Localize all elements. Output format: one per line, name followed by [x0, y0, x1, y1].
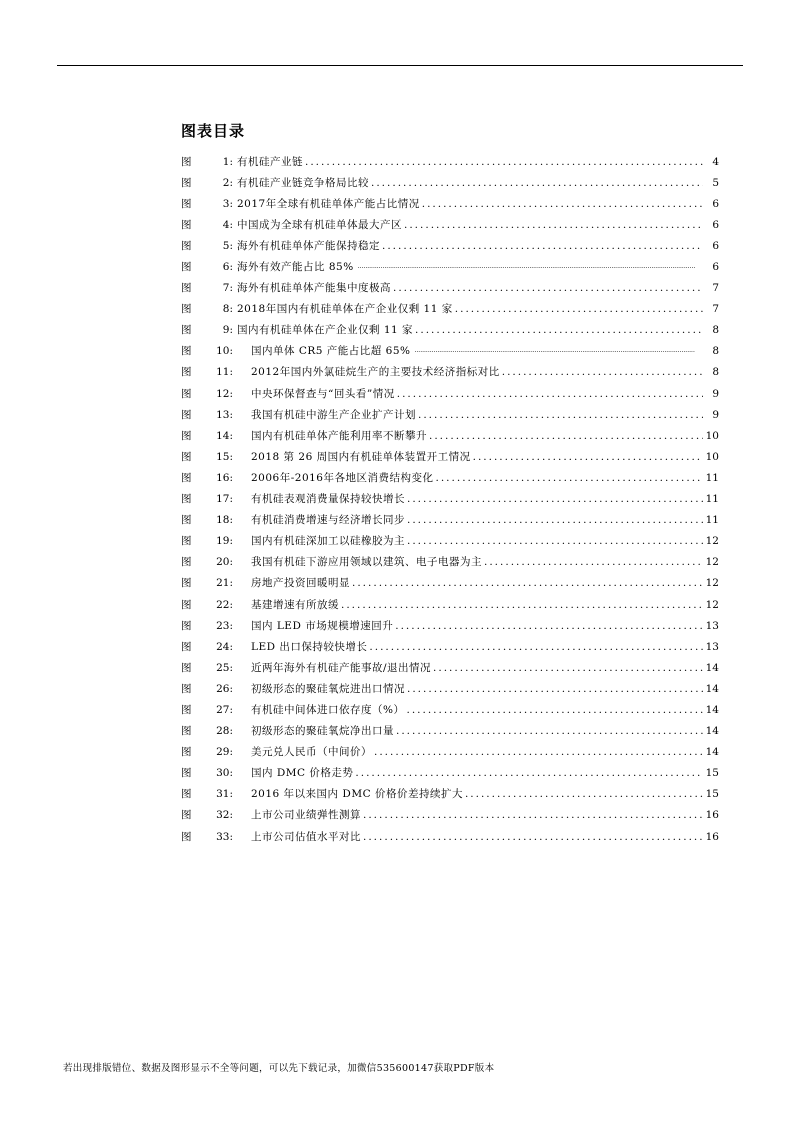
toc-entry-page[interactable]: 6: [712, 197, 719, 210]
toc-dot-leader: [374, 745, 703, 759]
toc-entry-number: 28:: [216, 725, 233, 738]
toc-entry-number: 22:: [216, 598, 233, 611]
toc-entry-number: 17:: [216, 493, 233, 506]
toc-entry[interactable]: [181, 657, 719, 678]
toc-entry-label: 图: [181, 661, 192, 674]
toc-entry-number: 31:: [216, 788, 233, 801]
toc-entry-number: 15:: [216, 450, 233, 463]
toc-entry-label: 图: [181, 493, 192, 506]
toc-entry-number: 3:: [222, 197, 233, 210]
toc-entry-line[interactable]: [237, 302, 719, 316]
toc-entry[interactable]: [181, 425, 719, 446]
toc-entry[interactable]: [181, 678, 719, 699]
toc-entry-page[interactable]: 15: [705, 788, 719, 801]
toc-entry[interactable]: [181, 172, 719, 193]
toc-entry-title[interactable]: 上市公司业绩弹性测算: [251, 809, 361, 822]
toc-entry-page[interactable]: 7: [712, 303, 719, 316]
toc-entry[interactable]: [181, 531, 719, 552]
toc-dot-leader: [341, 598, 703, 612]
toc-entry-label: 图: [181, 809, 192, 822]
toc-entry-page[interactable]: 13: [705, 640, 719, 653]
toc-entry[interactable]: [181, 320, 719, 341]
toc-entry[interactable]: [181, 784, 719, 805]
toc-entry[interactable]: [181, 446, 719, 467]
toc-entry-label: 图: [181, 746, 192, 759]
header-rule: [57, 65, 743, 66]
toc-entry-number: 33:: [216, 830, 233, 843]
toc-entry-label: 图: [181, 619, 192, 632]
toc-entry-page[interactable]: 16: [705, 830, 719, 843]
toc-entry-label: 图: [181, 535, 192, 548]
toc-dot-leader: [407, 534, 703, 548]
toc-entry[interactable]: [181, 362, 719, 383]
toc-entry[interactable]: [181, 699, 719, 720]
toc-dot-leader: [407, 682, 703, 696]
toc-dot-leader: [455, 302, 703, 316]
toc-entry[interactable]: [181, 383, 719, 404]
toc-entry-title[interactable]: 有机硅产业链竞争格局比较: [237, 176, 369, 189]
toc-entry-page[interactable]: 15: [705, 767, 719, 780]
toc-entry-label: 图: [181, 471, 192, 484]
toc-entry-line[interactable]: [251, 534, 719, 548]
toc-entry-title[interactable]: 有机硅中间体进口依存度（%）: [251, 703, 405, 716]
toc-entry-number: 1:: [222, 155, 233, 168]
toc-entry-number: 29:: [216, 746, 233, 759]
toc-entry-label: 图: [181, 345, 192, 358]
toc-entry-page[interactable]: 5: [712, 176, 719, 189]
toc-entry-title[interactable]: 海外有机硅单体产能保持稳定: [237, 239, 380, 252]
toc-entry-label: 图: [181, 788, 192, 801]
toc-entry-page[interactable]: 7: [712, 282, 719, 295]
toc-entry-page[interactable]: 8: [712, 345, 719, 358]
toc-entry-title[interactable]: 我国有机硅下游应用领域以建筑、电子电器为主: [251, 556, 482, 569]
toc-entry-title[interactable]: 初级形态的聚硅氧烷净出口量: [251, 725, 394, 738]
toc-entry[interactable]: [181, 256, 719, 277]
toc-entry-page[interactable]: 13: [705, 619, 719, 632]
toc-entry[interactable]: [181, 489, 719, 510]
toc-list: [181, 151, 719, 847]
toc-entry-title[interactable]: 房地产投资回暖明显: [251, 577, 350, 590]
toc-entry-title[interactable]: 2006年-2016年各地区消费结构变化: [251, 471, 434, 484]
toc-entry-line[interactable]: [251, 724, 719, 738]
toc-entry-label: 图: [181, 197, 192, 210]
toc-entry[interactable]: [181, 278, 719, 299]
toc-dot-leader: [382, 239, 703, 253]
toc-entry-title[interactable]: 国内 LED 市场规模增速回升: [251, 619, 394, 632]
toc-entry-label: 图: [181, 261, 192, 274]
toc-entry-label: 图: [181, 176, 192, 189]
toc-dot-leader: [371, 176, 703, 190]
toc-entry-page[interactable]: 11: [705, 514, 719, 527]
toc-dot-leader: [422, 197, 703, 211]
toc-entry-label: 图: [181, 450, 192, 463]
toc-dot-leader: [396, 724, 703, 738]
toc-entry-line[interactable]: [251, 766, 719, 780]
toc-entry-number: 32:: [216, 809, 233, 822]
toc-entry-line[interactable]: [251, 661, 719, 675]
toc-entry-title[interactable]: 2012年国内外氯硅烷生产的主要技术经济指标对比: [251, 366, 500, 379]
toc-dot-leader: [418, 408, 703, 422]
toc-entry-line[interactable]: [251, 703, 719, 717]
toc-dot-leader: [473, 450, 703, 464]
toc-entry-number: 24:: [216, 640, 233, 653]
toc-dot-leader: [363, 808, 703, 822]
toc-entry-title[interactable]: 美元兑人民币（中间价）: [251, 746, 372, 759]
toc-entry-title[interactable]: 国内有机硅单体产能利用率不断攀升: [251, 429, 427, 442]
toc-entry-page[interactable]: 10: [705, 429, 719, 442]
toc-entry-line[interactable]: [251, 492, 719, 506]
toc-entry-number: 10:: [216, 345, 233, 358]
toc-entry-page[interactable]: 6: [712, 218, 719, 231]
toc-entry-label: 图: [181, 725, 192, 738]
toc-entry[interactable]: [181, 552, 719, 573]
toc-entry[interactable]: [181, 594, 719, 615]
toc-entry-number: 26:: [216, 682, 233, 695]
toc-entry-number: 8:: [222, 303, 233, 316]
toc-entry-title[interactable]: 海外有效产能占比 85%: [237, 261, 354, 274]
toc-dot-leader: [406, 703, 703, 717]
toc-entry-line[interactable]: [251, 387, 719, 401]
toc-entry[interactable]: [181, 805, 719, 826]
toc-entry-title[interactable]: 有机硅消费增速与经济增长同步: [251, 514, 405, 527]
toc-dot-leader: [404, 218, 703, 232]
toc-entry-title[interactable]: 2018 第 26 周国内有机硅单体装置开工情况: [251, 450, 471, 463]
toc-entry-label: 图: [181, 282, 192, 295]
toc-entry-number: 19:: [216, 535, 233, 548]
toc-entry-page[interactable]: 16: [705, 809, 719, 822]
toc-entry-label: 图: [181, 239, 192, 252]
toc-entry[interactable]: [181, 151, 719, 172]
toc-entry-label: 图: [181, 767, 192, 780]
toc-entry-number: 21:: [216, 577, 233, 590]
toc-entry-page[interactable]: 14: [705, 703, 719, 716]
toc-entry[interactable]: [181, 404, 719, 425]
toc-entry[interactable]: [181, 193, 719, 214]
toc-entry-line[interactable]: [251, 555, 719, 569]
toc-entry-number: 25:: [216, 661, 233, 674]
toc-entry-line[interactable]: [251, 640, 719, 654]
toc-entry-page[interactable]: 6: [712, 239, 719, 252]
toc-entry-label: 图: [181, 366, 192, 379]
toc-entry[interactable]: [181, 467, 719, 488]
toc-title: 图表目录: [181, 122, 246, 140]
toc-dot-leader: [397, 387, 703, 401]
toc-dot-leader: [436, 471, 704, 485]
toc-entry-line[interactable]: [251, 513, 719, 527]
toc-entry-number: 30:: [216, 767, 233, 780]
toc-entry-line[interactable]: [251, 450, 719, 464]
toc-entry-line[interactable]: [251, 471, 719, 485]
toc-entry-title[interactable]: 初级形态的聚硅氧烷进出口情况: [251, 682, 405, 695]
toc-entry-line[interactable]: [237, 155, 719, 169]
toc-entry-title[interactable]: 基建增速有所放缓: [251, 598, 339, 611]
toc-entry-line[interactable]: [251, 365, 719, 379]
toc-dot-leader: [429, 429, 703, 443]
toc-entry-line[interactable]: [237, 281, 719, 295]
toc-entry-label: 图: [181, 514, 192, 527]
toc-entry[interactable]: [181, 742, 719, 763]
toc-entry-line[interactable]: [251, 576, 719, 590]
toc-entry-title[interactable]: 国内有机硅单体在产企业仅剩 11 家: [237, 324, 414, 337]
toc-entry-line[interactable]: [251, 619, 719, 633]
toc-entry-number: 27:: [216, 703, 233, 716]
toc-dot-leader: [363, 830, 703, 844]
toc-entry-title[interactable]: 国内 DMC 价格走势: [251, 767, 354, 780]
toc-entry-title[interactable]: 近两年海外有机硅产能事故/退出情况: [251, 661, 432, 674]
toc-dot-leader: [369, 640, 703, 654]
toc-dot-leader: [395, 619, 703, 633]
toc-entry-label: 图: [181, 598, 192, 611]
toc-entry-number: 14:: [216, 429, 233, 442]
toc-entry-title[interactable]: 国内有机硅深加工以硅橡胶为主: [251, 535, 405, 548]
toc-entry-line[interactable]: [251, 745, 719, 759]
toc-entry-number: 9:: [222, 324, 233, 337]
toc-entry-page[interactable]: 12: [705, 535, 719, 548]
toc-dot-leader: [465, 787, 703, 801]
toc-entry-line[interactable]: [251, 344, 719, 358]
toc-entry-number: 11:: [216, 366, 233, 379]
toc-entry-number: 5:: [222, 239, 233, 252]
toc-entry-line[interactable]: [251, 830, 719, 844]
toc-entry[interactable]: [181, 763, 719, 784]
toc-entry-line[interactable]: [237, 176, 719, 190]
toc-entry-number: 16:: [216, 471, 233, 484]
toc-entry-page[interactable]: 14: [705, 661, 719, 674]
toc-entry-label: 图: [181, 408, 192, 421]
toc-entry-number: 20:: [216, 556, 233, 569]
toc-entry-title[interactable]: 2017年全球有机硅单体产能占比情况: [237, 197, 420, 210]
toc-dot-leader: [393, 281, 703, 295]
toc-entry-number: 18:: [216, 514, 233, 527]
toc-entry-number: 2:: [222, 176, 233, 189]
toc-entry-page[interactable]: 8: [712, 366, 719, 379]
toc-entry-page[interactable]: 14: [705, 682, 719, 695]
toc-entry-page[interactable]: 14: [705, 725, 719, 738]
toc-entry-page[interactable]: 12: [705, 556, 719, 569]
toc-entry[interactable]: [181, 235, 719, 256]
toc-entry-number: 23:: [216, 619, 233, 632]
toc-entry-title[interactable]: 有机硅表观消费量保持较快增长: [251, 493, 405, 506]
toc-entry[interactable]: [181, 826, 719, 847]
toc-entry-page[interactable]: 11: [705, 493, 719, 506]
toc-dot-leader: [502, 365, 703, 379]
toc-entry-line[interactable]: [251, 429, 719, 443]
toc-entry-page[interactable]: 9: [712, 387, 719, 400]
toc-dot-leader: [352, 576, 703, 590]
toc-entry[interactable]: [181, 573, 719, 594]
toc-entry-label: 图: [181, 682, 192, 695]
toc-entry-line[interactable]: [251, 787, 719, 801]
toc-entry-label: 图: [181, 387, 192, 400]
toc-entry-line[interactable]: [251, 682, 719, 696]
toc-entry-title[interactable]: 2018年国内有机硅单体在产企业仅剩 11 家: [237, 303, 453, 316]
toc-entry[interactable]: [181, 721, 719, 742]
toc-entry[interactable]: [181, 341, 719, 362]
toc-entry-page[interactable]: 4: [712, 155, 719, 168]
toc-entry-label: 图: [181, 324, 192, 337]
toc-entry[interactable]: [181, 214, 719, 235]
toc-dot-leader: [305, 155, 703, 169]
toc-entry-page[interactable]: 9: [712, 408, 719, 421]
toc-entry-line[interactable]: [251, 408, 719, 422]
toc-entry-label: 图: [181, 155, 192, 168]
toc-entry-title[interactable]: 中国成为全球有机硅单体最大产区: [237, 218, 402, 231]
toc-dot-leader: [355, 766, 703, 780]
toc-entry-page[interactable]: 8: [712, 324, 719, 337]
toc-entry-line[interactable]: [237, 218, 719, 232]
toc-entry-label: 图: [181, 218, 192, 231]
toc-entry-label: 图: [181, 830, 192, 843]
toc-entry-page[interactable]: 14: [705, 746, 719, 759]
toc-entry[interactable]: [181, 636, 719, 657]
toc-entry-line[interactable]: [237, 239, 719, 253]
toc-entry-page[interactable]: 12: [705, 577, 719, 590]
toc-entry-title[interactable]: 海外有机硅单体产能集中度极高: [237, 282, 391, 295]
toc-dot-leader: [415, 323, 703, 337]
toc-entry-label: 图: [181, 303, 192, 316]
toc-entry-title[interactable]: 国内单体 CR5 产能占比超 65%: [251, 345, 411, 358]
toc-entry-label: 图: [181, 556, 192, 569]
toc-dot-leader: [358, 260, 695, 274]
toc-entry-title[interactable]: 我国有机硅中游生产企业扩产计划: [251, 408, 416, 421]
toc-entry-number: 12:: [216, 387, 233, 400]
toc-entry[interactable]: [181, 299, 719, 320]
toc-dot-leader: [484, 555, 703, 569]
toc-entry-page[interactable]: 10: [705, 450, 719, 463]
toc-entry-page[interactable]: 11: [705, 471, 719, 484]
footer-note: 若出现排版错位、数据及图形显示不全等问题，可以先下载记录，加微信535600147获取PDF版本: [63, 1063, 495, 1074]
toc-dot-leader: [407, 492, 703, 506]
toc-dot-leader: [433, 661, 703, 675]
toc-entry-number: 7:: [222, 282, 233, 295]
toc-dot-leader: [414, 344, 695, 358]
toc-entry-label: 图: [181, 703, 192, 716]
toc-entry-line[interactable]: [237, 323, 719, 337]
toc-entry[interactable]: [181, 615, 719, 636]
toc-entry-title[interactable]: 上市公司估值水平对比: [251, 830, 361, 843]
toc-entry-label: 图: [181, 429, 192, 442]
toc-entry-line[interactable]: [251, 808, 719, 822]
toc-entry-title[interactable]: 有机硅产业链: [237, 155, 303, 168]
toc-entry-number: 13:: [216, 408, 233, 421]
toc-entry-title[interactable]: LED 出口保持较快增长: [251, 640, 368, 653]
toc-entry[interactable]: [181, 510, 719, 531]
toc-entry-number: 4:: [222, 218, 233, 231]
toc-entry-title[interactable]: 中央环保督查与“回头看”情况: [251, 387, 395, 400]
toc-entry-title[interactable]: 2016 年以来国内 DMC 价格价差持续扩大: [251, 788, 463, 801]
toc-entry-page[interactable]: 12: [705, 598, 719, 611]
toc-entry-line[interactable]: [251, 598, 719, 612]
toc-entry-label: 图: [181, 640, 192, 653]
toc-entry-page[interactable]: 6: [712, 261, 719, 274]
toc-dot-leader: [407, 513, 703, 527]
toc-entry-label: 图: [181, 577, 192, 590]
toc-entry-line[interactable]: [237, 197, 719, 211]
toc-entry-number: 6:: [222, 261, 233, 274]
toc-entry-line[interactable]: [237, 260, 719, 274]
